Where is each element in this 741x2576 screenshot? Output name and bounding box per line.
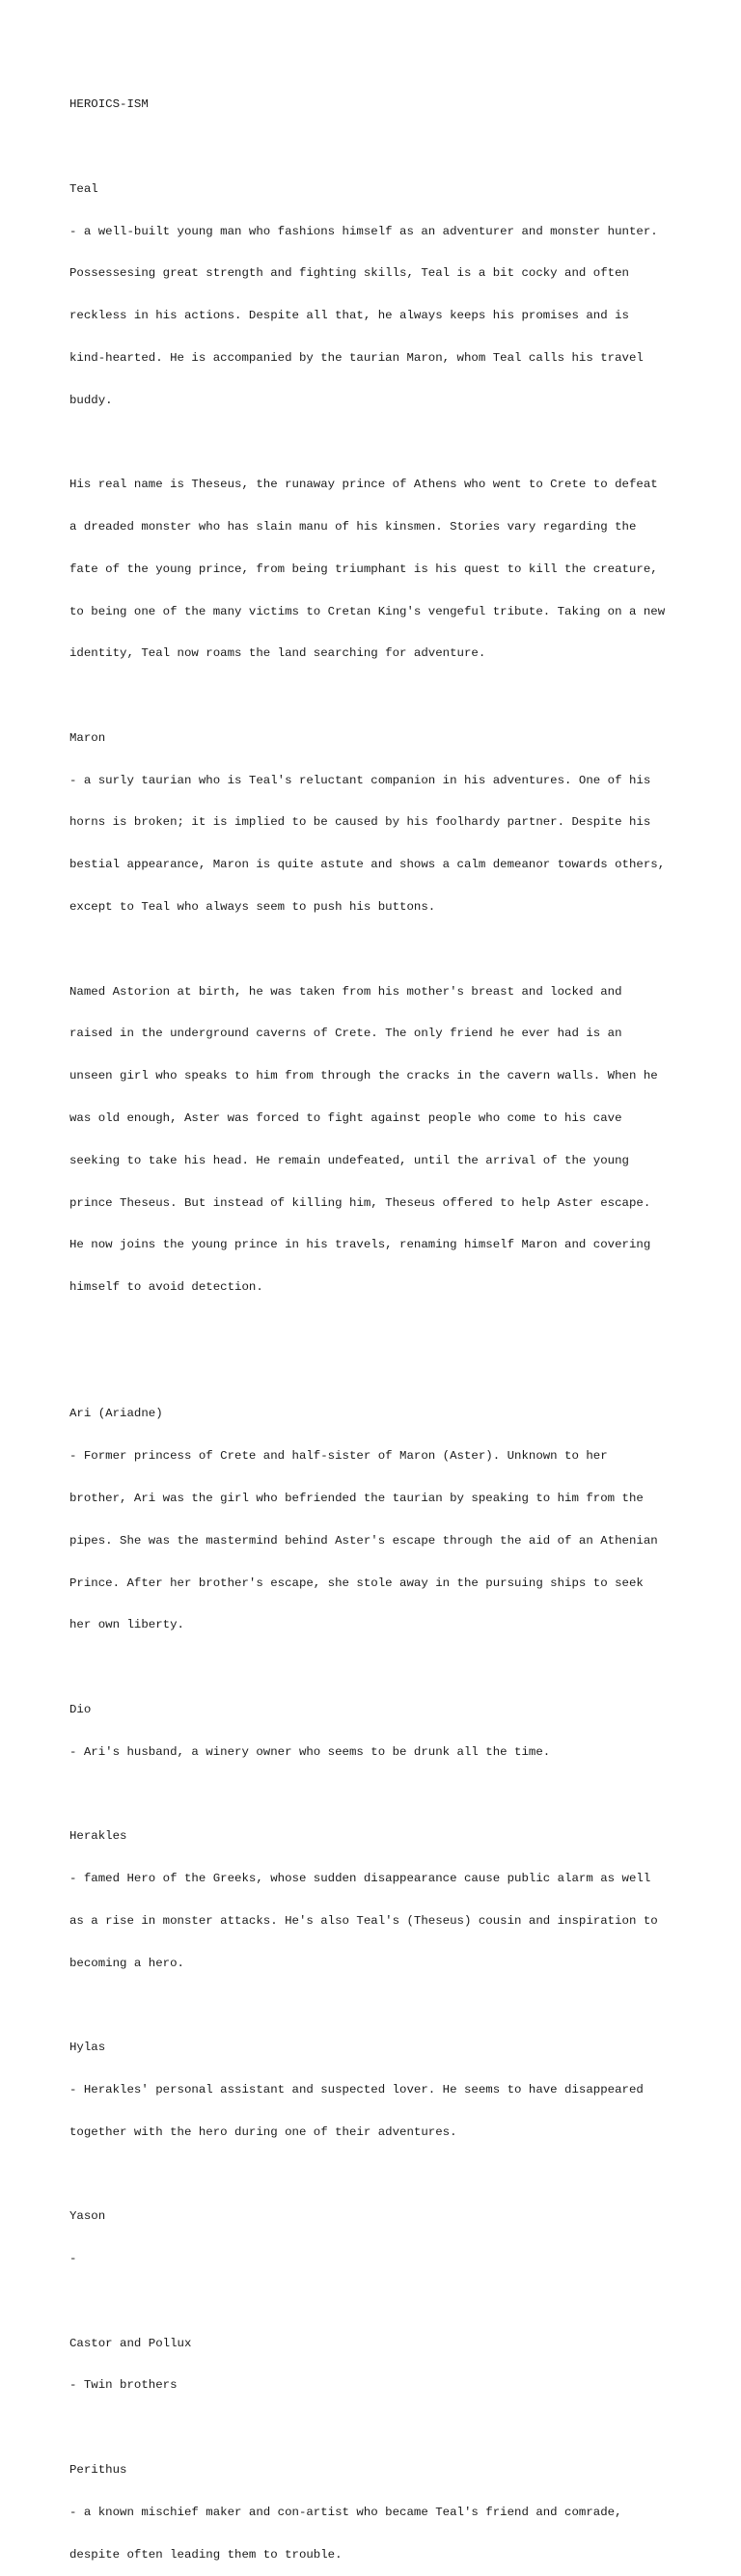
text-line: - [69, 2252, 77, 2266]
blank-line [69, 2294, 687, 2309]
blank-line [69, 435, 687, 450]
blank-line [69, 2167, 687, 2181]
text-line: - a well-built young man who fashions himself as an adventurer and monster hunter. [69, 224, 658, 238]
text-line: a dreaded monster who has slain manu of his kinsmen. Stories vary regarding the [69, 520, 637, 534]
text-line: - Herakles' personal assistant and suspected lover. He seems to have disappeared [69, 2082, 644, 2096]
blank-line [69, 1365, 687, 1380]
text-line: identity, Teal now roams the land searching for adventure. [69, 646, 486, 661]
text-line: Possessesing great strength and fighting skills, Teal is a bit cocky and often [69, 266, 629, 281]
text-line: prince Theseus. But instead of killing him, Theseus offered to help Aster escape. [69, 1195, 651, 1210]
text-line: - Ari's husband, a winery owner who seems to be drunk all the time. [69, 1744, 551, 1759]
text-line: Named Astorion at birth, he was taken from his mother's breast and locked and [69, 984, 622, 999]
text-line: - a known mischief maker and con-artist who became Teal's friend and comrade, [69, 2505, 622, 2519]
text-line: - famed Hero of the Greeks, whose sudden disappearance cause public alarm as well [69, 1872, 651, 1885]
text-line: brother, Ari was the girl who befriended the taurian by speaking to him from the [69, 1491, 644, 1505]
text-line: as a rise in monster attacks. He's also Teal's (Theseus) cousin and inspiration to [69, 1913, 658, 1928]
character-name-perithus: Perithus [69, 2462, 127, 2477]
text-line: He now joins the young prince in his travels, renaming himself Maron and covering [69, 1238, 651, 1252]
character-name-teal: Teal [69, 181, 98, 196]
text-line: fate of the young prince, from being triumphant is his quest to kill the creature, [69, 562, 658, 576]
text-line: seeking to take his head. He remain undefeated, until the arrival of the young [69, 1153, 629, 1167]
text-line: to being one of the many victims to Cretan King's vengeful tribute. Taking on a new [69, 604, 666, 618]
text-line: unseen girl who speaks to him from through the cracks in the cavern walls. When he [69, 1069, 658, 1083]
blank-line [69, 2421, 687, 2435]
text-line: - Former princess of Crete and half-sister of Maron (Aster). Unknown to her [69, 1449, 608, 1464]
text-line: Prince. After her brother's escape, she stole away in the pursuing ships to seek [69, 1576, 644, 1590]
character-name-yason: Yason [69, 2209, 106, 2224]
text-line: except to Teal who always seem to push his buttons. [69, 900, 436, 915]
blank-line [69, 1323, 687, 1337]
text-line: bestial appearance, Maron is quite astute and shows a calm demeanor towards others, [69, 858, 666, 872]
character-name-castor-pollux: Castor and Pollux [69, 2336, 192, 2350]
text-line: buddy. [69, 393, 113, 407]
blank-line [69, 1998, 687, 2013]
document-page [69, 69, 687, 2576]
blank-line [69, 140, 687, 154]
text-line: raised in the underground caverns of Crete. The only friend he ever had is an [69, 1027, 622, 1041]
character-name-maron: Maron [69, 730, 106, 745]
text-line: together with the hero during one of their adventures. [69, 2124, 457, 2139]
text-line: His real name is Theseus, the runaway prince of Athens who went to Crete to defeat [69, 478, 658, 492]
text-line: reckless in his actions. Despite all that, he always keeps his promises and is [69, 309, 629, 323]
character-name-herakles: Herakles [69, 1829, 127, 1844]
text-line: becoming a hero. [69, 1956, 184, 1970]
character-name-dio: Dio [69, 1702, 92, 1716]
character-name-ari: Ari (Ariadne) [69, 1407, 163, 1421]
text-line: - Twin brothers [69, 2378, 178, 2393]
text-line: kind-hearted. He is accompanied by the taurian Maron, whom Teal calls his travel [69, 350, 644, 365]
text-line: was old enough, Aster was forced to fight against people who come to his cave [69, 1110, 622, 1125]
text-line: her own liberty. [69, 1618, 184, 1632]
text-line: despite often leading them to trouble. [69, 2547, 343, 2562]
text-line: - a surly taurian who is Teal's reluctant companion in his adventures. One of his [69, 773, 651, 787]
blank-line [69, 1660, 687, 1675]
blank-line [69, 1787, 687, 1801]
text-line: horns is broken; it is implied to be caused by his foolhardy partner. Despite his [69, 815, 651, 830]
text-line: himself to avoid detection. [69, 1280, 263, 1295]
character-name-hylas: Hylas [69, 2041, 106, 2055]
blank-line [69, 943, 687, 957]
document-title: HEROICS-ISM [69, 97, 149, 112]
blank-line [69, 689, 687, 703]
text-line: pipes. She was the mastermind behind Aster's escape through the aid of an Athenian [69, 1533, 658, 1548]
